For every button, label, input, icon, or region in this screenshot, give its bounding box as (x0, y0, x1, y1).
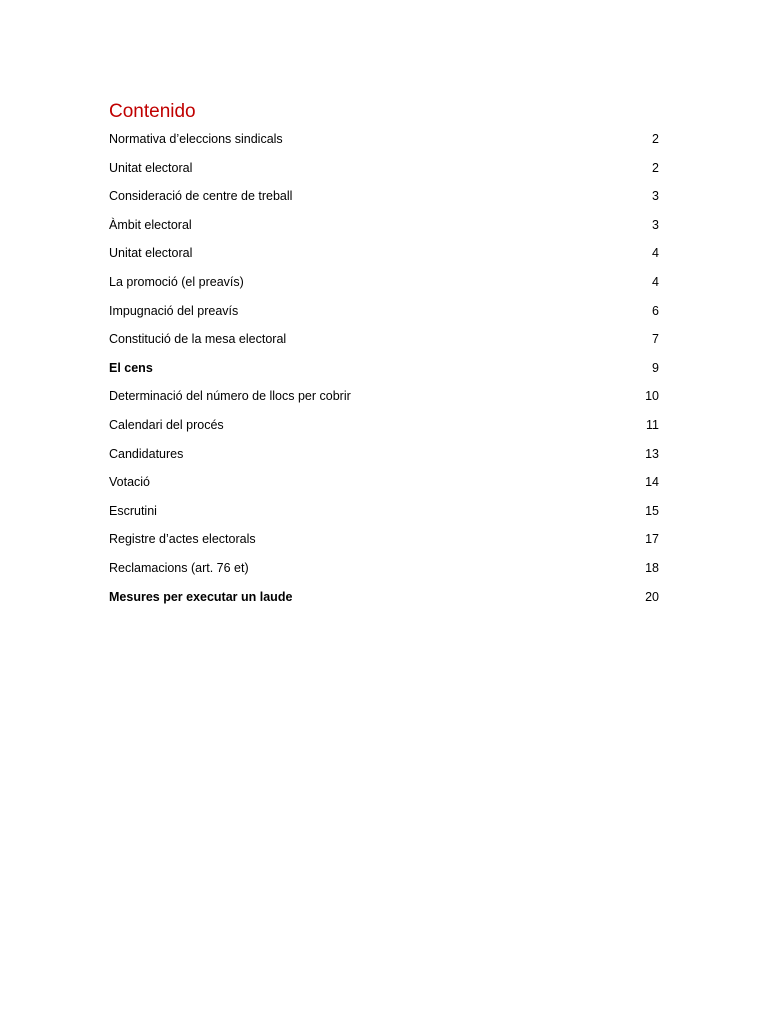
toc-entry[interactable] (109, 301, 659, 330)
toc-entry-page-number: 10 (645, 389, 659, 404)
toc-entry-label: Unitat electoral (109, 246, 193, 261)
toc-title: Contenido (109, 101, 196, 122)
toc-entry-label: Reclamacions (art. 76 et) (109, 560, 249, 575)
toc-entry[interactable] (109, 415, 659, 444)
toc-entry[interactable] (109, 215, 659, 244)
toc-entry[interactable] (109, 558, 659, 587)
toc-entry-page-number: 3 (652, 189, 659, 204)
toc-entry-label: Registre d’actes electorals (109, 532, 256, 547)
toc-entry[interactable] (109, 243, 659, 272)
toc-entry-page-number: 17 (645, 532, 659, 547)
toc-entry-label: Àmbit electoral (109, 217, 192, 232)
toc-entry-label: El cens (109, 360, 153, 375)
toc-entry-label: Consideració de centre de treball (109, 189, 293, 204)
toc-entry-label: Votació (109, 475, 151, 490)
toc-entry-page-number: 2 (652, 132, 659, 146)
toc-entry-label: La promoció (el preavís) (109, 274, 244, 289)
toc-entry-label: Escrutini (109, 503, 157, 518)
toc-entry[interactable] (109, 501, 659, 530)
toc-entry-page-number: 20 (645, 589, 659, 604)
toc-entry-label: Impugnació del preavís (109, 303, 239, 318)
toc-entry[interactable] (109, 587, 659, 616)
toc-entry-page-number: 4 (652, 246, 659, 261)
toc-entry[interactable] (109, 186, 659, 215)
toc-entry-page-number: 7 (652, 332, 659, 347)
toc-entry-label: Calendari del procés (109, 417, 224, 432)
toc-entry-page-number: 9 (652, 360, 659, 375)
toc-entry-page-number: 11 (646, 417, 659, 432)
toc-entry[interactable] (109, 329, 659, 358)
toc-entry[interactable] (109, 472, 659, 501)
toc-entry[interactable] (109, 272, 659, 301)
toc-entry-label: Constitució de la mesa electoral (109, 332, 287, 347)
toc-entry-page-number: 4 (652, 274, 659, 289)
toc-entry-page-number: 14 (645, 475, 659, 490)
toc-entry-label: Unitat electoral (109, 160, 193, 175)
toc-entry[interactable] (109, 444, 659, 473)
toc-entry[interactable] (109, 129, 659, 158)
toc-entry[interactable] (109, 158, 659, 187)
toc-entry-label: Determinació del número de llocs per cobrir (109, 389, 351, 404)
toc-entry-label: Mesures per executar un laude (109, 589, 293, 604)
toc-entry[interactable] (109, 529, 659, 558)
toc-entry-page-number: 13 (645, 446, 659, 461)
toc-entry-page-number: 2 (652, 160, 659, 175)
toc-entry-label: Normativa d’eleccions sindicals (109, 132, 283, 146)
toc-list (109, 129, 659, 615)
toc-entry-page-number: 6 (652, 303, 659, 318)
toc-entry-label: Candidatures (109, 446, 184, 461)
toc-entry-page-number: 18 (645, 560, 659, 575)
toc-entry[interactable] (109, 358, 659, 387)
toc-entry-page-number: 3 (652, 217, 659, 232)
toc-entry-page-number: 15 (645, 503, 659, 518)
toc-entry[interactable] (109, 386, 659, 415)
